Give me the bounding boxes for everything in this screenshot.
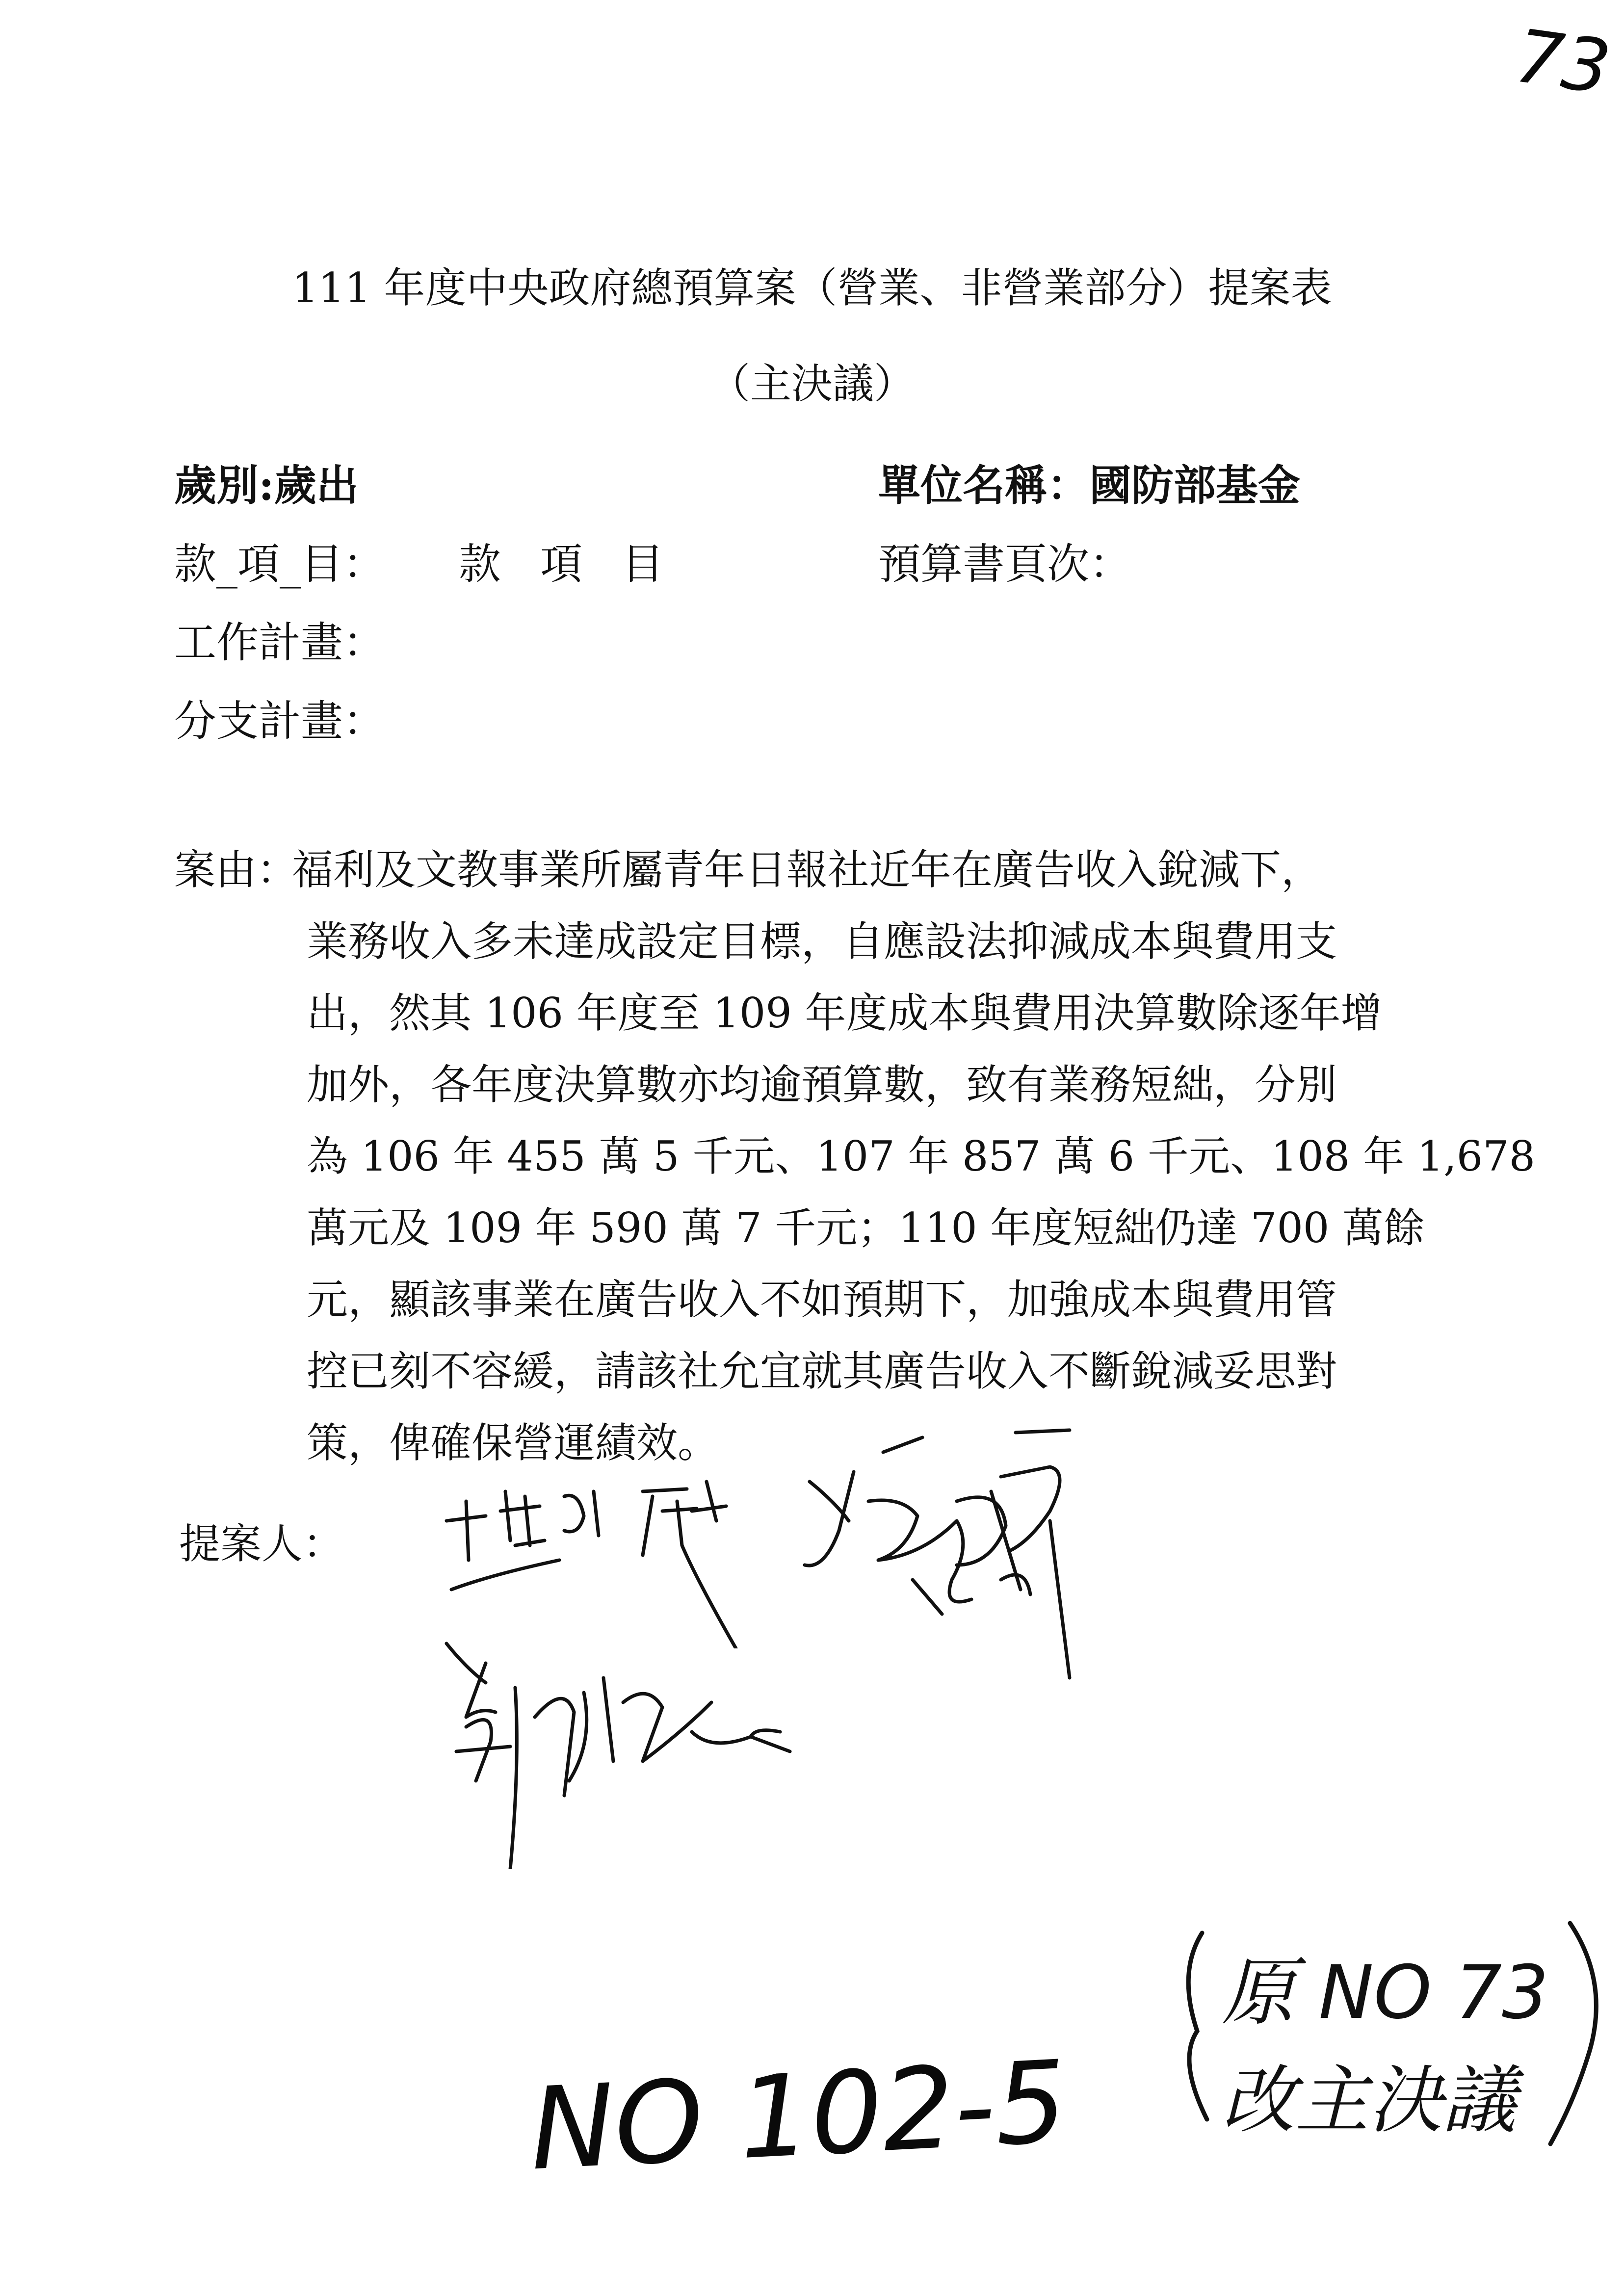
field-danwei	[878, 451, 1300, 512]
field-kuanxiangmu-label: 款_項_目：	[174, 540, 385, 589]
annotation-line-1: 原 NO 73	[1222, 1950, 1549, 2035]
handwritten-bottom-number: NO 102-5	[526, 2036, 1070, 2196]
handwritten-page-number: 73	[1510, 13, 1616, 111]
field-suibie-label: 歲別:	[174, 461, 274, 510]
reason-line: 元，顯該事業在廣告收入不如預期下，加強成本與費用管	[307, 1276, 1337, 1324]
proposer-label: 提案人：	[179, 1520, 344, 1568]
handwritten-annotation	[1168, 1913, 1609, 2188]
field-danwei-value: 國防部基金	[1089, 461, 1300, 510]
reason-line: 策，俾確保營運績效。	[307, 1419, 719, 1467]
field-gongzuo-label: 工作計畫：	[174, 618, 385, 667]
document-subtitle: （主決議）	[708, 360, 915, 408]
field-kuanxiangmu-value: 款項目	[459, 540, 703, 589]
reason-line: 加外，各年度決算數亦均逾預算數，致有業務短絀，分別	[307, 1061, 1337, 1109]
annotation-line-2: 改主決議	[1222, 2058, 1517, 2143]
field-fenzhi-label: 分支計畫：	[174, 697, 385, 746]
reason-line: 萬元及 109 年 590 萬 7 千元；110 年度短絀仍達 700 萬餘	[307, 1204, 1425, 1252]
signature-1	[432, 1462, 814, 1648]
field-yeci-label: 預算書頁次：	[878, 540, 1131, 589]
field-danwei-label: 單位名稱：	[878, 461, 1089, 510]
reason-line: 業務收入多未達成設定目標，自應設法抑減成本與費用支	[307, 917, 1337, 965]
document-title: 111 年度中央政府總預算案（營業、非營業部分）提案表	[292, 264, 1332, 312]
reason-line: 控已刻不容緩，請該社允宜就其廣告收入不斷銳減妥思對	[307, 1347, 1337, 1395]
reason-line: 出，然其 106 年度至 109 年度成本與費用決算數除逐年增	[307, 989, 1382, 1037]
signature-2	[795, 1403, 1178, 1697]
reason-line: 福利及文教事業所屬青年日報社近年在廣告收入銳減下，	[292, 846, 1323, 894]
signature-3	[437, 1634, 839, 1869]
reason-label: 案由：	[174, 846, 298, 894]
field-suibie-value: 歲出	[274, 461, 359, 510]
field-suibie	[174, 451, 359, 512]
reason-line: 為 106 年 455 萬 5 千元、107 年 857 萬 6 千元、108 年 1,678	[307, 1132, 1536, 1180]
